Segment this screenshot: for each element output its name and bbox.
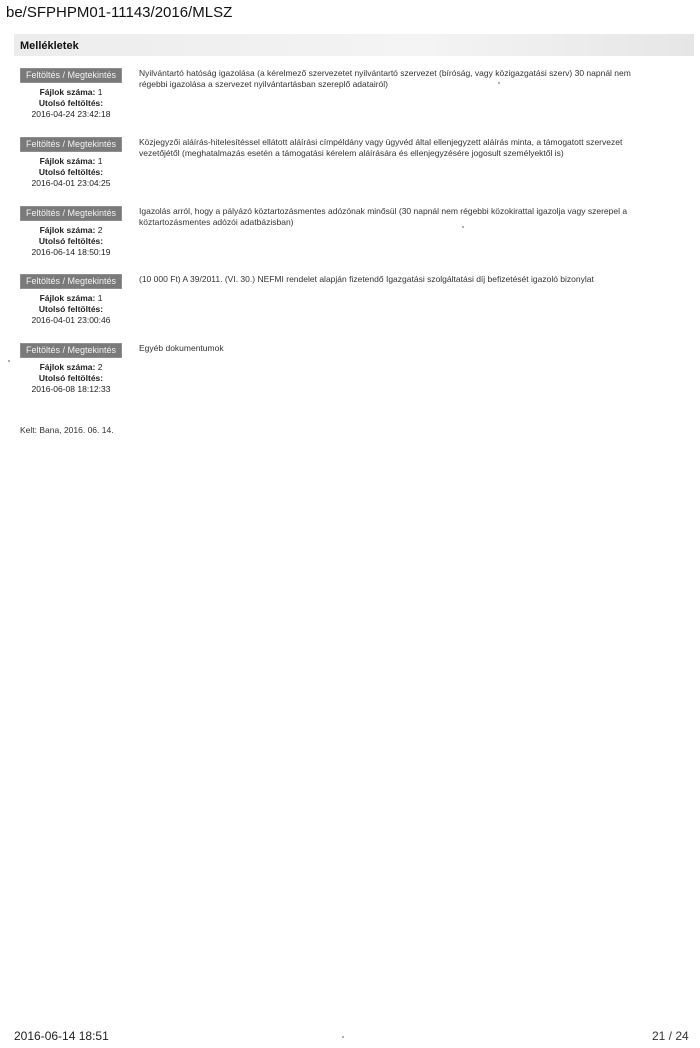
document-id: be/SFPHPM01-11143/2016/MLSZ — [6, 4, 233, 21]
files-count: 1 — [97, 293, 103, 303]
files-count-label: Fájlok száma: — [39, 156, 96, 166]
upload-view-button[interactable]: Feltöltés / Megtekintés — [20, 137, 122, 152]
files-count: 2 — [97, 225, 103, 235]
last-upload-timestamp: 2016-04-01 23:04:25 — [31, 178, 111, 188]
attachment-meta — [20, 87, 122, 120]
files-count: 1 — [97, 87, 103, 97]
last-upload-timestamp: 2016-04-01 23:00:46 — [31, 315, 111, 325]
attachment-description: Közjegyzői aláírás-hitelesítéssel ellátott aláírási címpéldány vagy ügyvéd által ellenjegyzett aláírás minta, a támogatott szervezet vezetőjétől (meghatalmazás esetén a támogatási kérelem aláírására és ellenjegyzésére jogosult személyektől is) — [139, 137, 623, 158]
last-upload-timestamp: 2016-06-08 18:12:33 — [31, 384, 111, 394]
attachment-meta — [20, 156, 122, 189]
scan-speck — [8, 360, 10, 362]
upload-view-button[interactable]: Feltöltés / Megtekintés — [20, 274, 122, 289]
section-header-bar — [14, 34, 694, 56]
last-upload-label: Utolsó feltöltés: — [38, 304, 104, 314]
scan-speck — [498, 82, 500, 84]
last-upload-label: Utolsó feltöltés: — [38, 373, 104, 383]
attachment-description: Nyilvántartó hatóság igazolása (a kérelmező szervezetet nyilvántartó szervezet (bíróság, vagy közigazgatási szerv) 30 napnál nem régebbi igazolása a szervezet nyilvántartásban szereplő adatairól) — [139, 68, 631, 89]
files-count-label: Fájlok száma: — [39, 293, 96, 303]
scan-speck — [462, 226, 464, 228]
attachment-meta — [20, 293, 122, 326]
last-upload-label: Utolsó feltöltés: — [38, 167, 104, 177]
last-upload-label: Utolsó feltöltés: — [38, 98, 104, 108]
section-title: Mellékletek — [20, 40, 79, 52]
attachment-description: Egyéb dokumentumok — [139, 343, 224, 353]
attachment-description: (10 000 Ft) A 39/2011. (VI. 30.) NEFMI rendelet alapján fizetendő Igazgatási szolgáltatási díj befizetését igazoló bizonylat — [139, 274, 594, 284]
files-count: 1 — [97, 156, 103, 166]
attachment-description: Igazolás arról, hogy a pályázó köztartozásmentes adózónak minősül (30 napnál nem régebbi közokirattal igazolja vagy szerepel a köztartozásmentes adózói adatbázisban) — [139, 206, 628, 227]
footer-timestamp: 2016-06-14 18:51 — [14, 1029, 109, 1043]
attachment-meta — [20, 362, 122, 395]
files-count-label: Fájlok száma: — [39, 87, 96, 97]
files-count-label: Fájlok száma: — [39, 362, 96, 372]
upload-view-button[interactable]: Feltöltés / Megtekintés — [20, 68, 122, 83]
files-count: 2 — [97, 362, 103, 372]
last-upload-timestamp: 2016-06-14 18:50:19 — [31, 247, 111, 257]
signed-location-date: Kelt: Bana, 2016. 06. 14. — [20, 425, 114, 435]
attachment-meta — [20, 225, 122, 258]
upload-view-button[interactable]: Feltöltés / Megtekintés — [20, 343, 122, 358]
files-count-label: Fájlok száma: — [39, 225, 96, 235]
last-upload-label: Utolsó feltöltés: — [38, 236, 104, 246]
page-number: 21 / 24 — [652, 1029, 689, 1043]
last-upload-timestamp: 2016-04-24 23:42:18 — [31, 109, 111, 119]
upload-view-button[interactable]: Feltöltés / Megtekintés — [20, 206, 122, 221]
scan-speck — [342, 1036, 344, 1038]
